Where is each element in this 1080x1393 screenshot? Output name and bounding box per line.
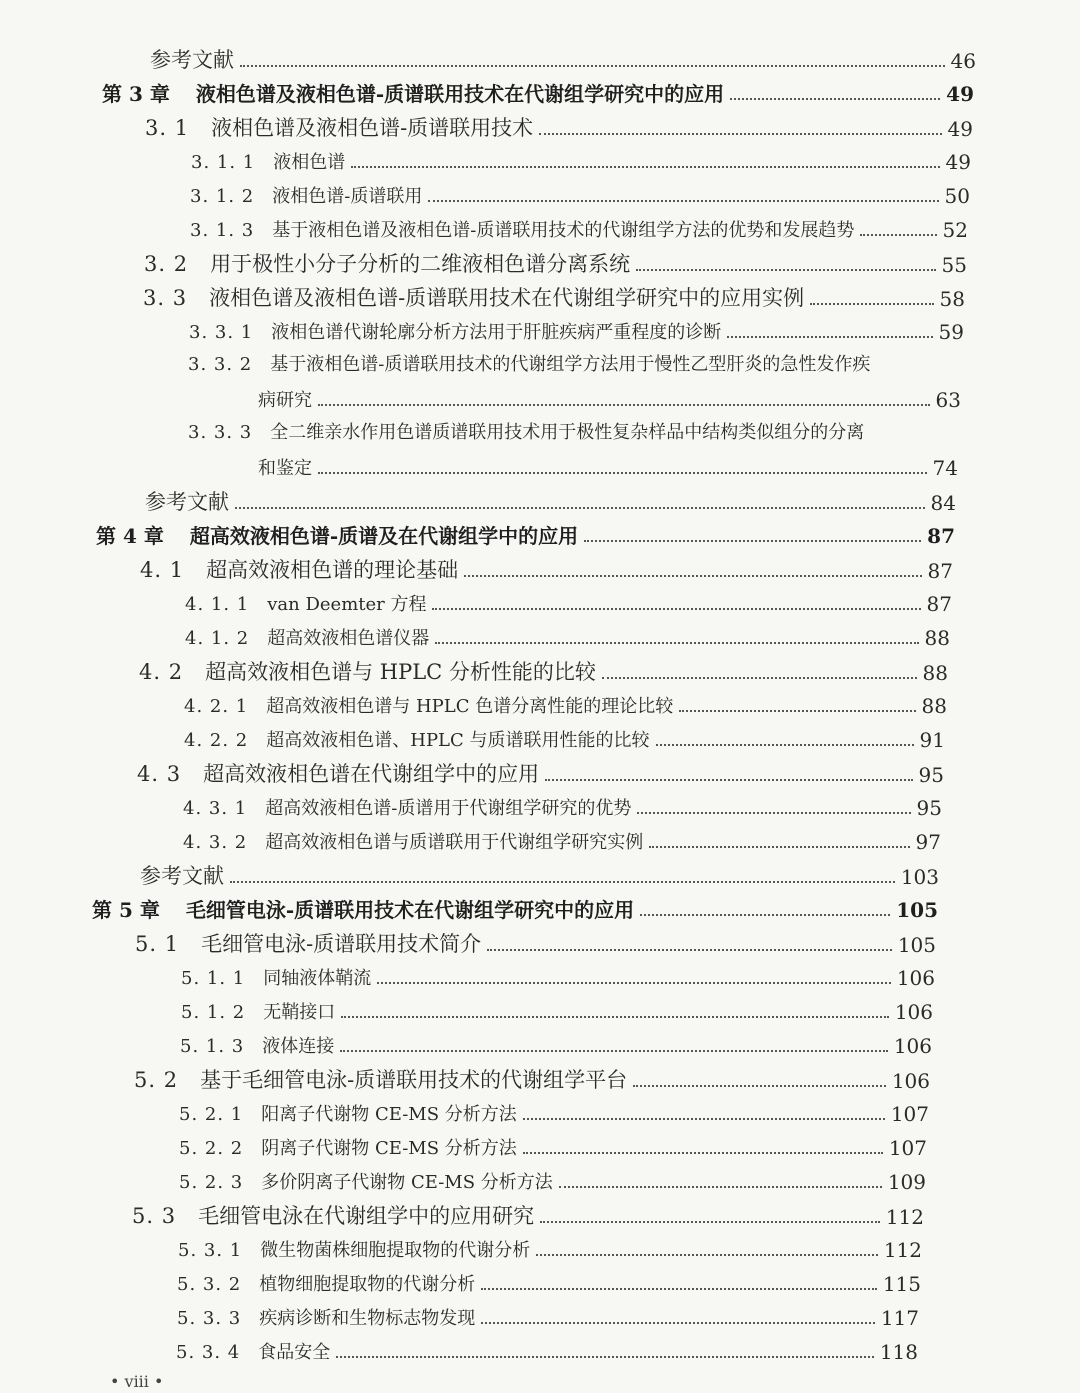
toc-entry-number: 3. 1. 1 xyxy=(191,152,256,173)
toc-entry xyxy=(177,1308,919,1328)
toc-entry-title: 液相色谱及液相色谱-质谱联用技术在代谢组学研究中的应用实例 xyxy=(209,286,805,310)
dot-leader xyxy=(559,1186,882,1188)
toc-entry-page: 63 xyxy=(935,388,961,412)
toc-entry-page: 49 xyxy=(947,117,973,141)
dot-leader xyxy=(727,336,932,338)
toc-entry-title: 基于液相色谱-质谱联用技术的代谢组学方法用于慢性乙型肝炎的急性发作疾 xyxy=(270,354,871,375)
dot-leader xyxy=(377,982,891,984)
toc-entry-continuation xyxy=(258,390,961,410)
dot-leader xyxy=(481,1288,877,1290)
toc-entry-number: 第 5 章 xyxy=(92,898,160,922)
toc-entry-page: 107 xyxy=(888,1136,927,1160)
toc-entry-number: 3. 3. 1 xyxy=(189,322,254,343)
toc-entry-continuation xyxy=(258,458,958,478)
toc-entry xyxy=(140,866,939,887)
dot-leader xyxy=(636,269,935,271)
toc-entry xyxy=(181,968,935,988)
toc-entry-number: 5. 3. 2 xyxy=(177,1274,242,1295)
toc-entry xyxy=(180,1036,932,1056)
page-number-footer: • viii • xyxy=(110,1372,164,1391)
toc-entry-title: 超高效液相色谱与 HPLC 分析性能的比较 xyxy=(205,660,596,684)
toc-entry-page: 105 xyxy=(896,898,938,922)
toc-entry-page: 107 xyxy=(890,1102,929,1126)
toc-entry xyxy=(145,492,956,513)
toc-entry-page: 50 xyxy=(944,184,970,208)
toc-entry-page: 52 xyxy=(942,218,968,242)
toc-entry-page: 58 xyxy=(939,287,965,311)
toc-entry-title: 超高效液相色谱-质谱及在代谢组学中的应用 xyxy=(189,524,579,548)
toc-entry xyxy=(190,220,968,240)
toc-entry-page: 112 xyxy=(883,1238,922,1262)
toc-entry xyxy=(179,1104,929,1124)
toc-entry-page: 118 xyxy=(879,1340,918,1364)
toc-entry-number: 4. 2. 2 xyxy=(184,730,249,751)
toc-entry-number: 5. 1. 2 xyxy=(181,1002,246,1023)
toc-entry-title: 同轴液体鞘流 xyxy=(263,968,372,989)
toc-entry-number: 3. 1. 3 xyxy=(190,220,255,241)
toc-entry-number: 4. 1. 2 xyxy=(185,628,250,649)
toc-entry-page: 74 xyxy=(932,456,958,480)
toc-entry-title: 多价阴离子代谢物 CE-MS 分析方法 xyxy=(261,1172,553,1193)
toc-entry-title: 超高效液相色谱仪器 xyxy=(267,628,430,649)
toc-entry-title: 液相色谱代谢轮廓分析方法用于肝脏疾病严重程度的诊断 xyxy=(271,322,722,343)
dot-leader xyxy=(633,1085,886,1087)
toc-entry-title: 参考文献 xyxy=(145,490,229,514)
toc-entry xyxy=(132,1206,924,1227)
toc-entry-number: 4. 3 xyxy=(137,762,182,786)
toc-entry-number: 5. 3. 3 xyxy=(177,1308,242,1329)
toc-entry-page: 117 xyxy=(880,1306,919,1330)
dot-leader xyxy=(351,166,939,168)
toc-entry-title: 微生物菌株细胞提取物的代谢分析 xyxy=(260,1240,531,1261)
toc-entry-number: 4. 2 xyxy=(139,660,184,684)
toc-entry-page: 55 xyxy=(941,253,967,277)
toc-entry-title: 液相色谱及液相色谱-质谱联用技术 xyxy=(211,116,534,140)
toc-entry xyxy=(178,1240,922,1260)
toc-entry-page: 109 xyxy=(887,1170,926,1194)
toc-entry-title: 超高效液相色谱、HPLC 与质谱联用性能的比较 xyxy=(266,730,650,751)
toc-entry-page: 87 xyxy=(926,592,952,616)
dot-leader xyxy=(545,779,912,781)
toc-entry-page: 103 xyxy=(900,865,939,889)
toc-entry-title: 超高效液相色谱-质谱用于代谢组学研究的优势 xyxy=(265,798,632,819)
toc-entry xyxy=(96,526,955,546)
toc-entry xyxy=(135,934,936,955)
toc-entry-number: 4. 3. 1 xyxy=(183,798,248,819)
dot-leader xyxy=(523,1152,883,1154)
dot-leader xyxy=(640,914,890,916)
toc-entry-title: 阳离子代谢物 CE-MS 分析方法 xyxy=(261,1104,517,1125)
toc-entry-page: 105 xyxy=(897,933,936,957)
toc-entry xyxy=(185,594,952,614)
dot-leader xyxy=(536,1254,878,1256)
dot-leader xyxy=(230,881,895,883)
toc-entry xyxy=(139,662,948,683)
toc-entry-number: 5. 1. 3 xyxy=(180,1036,245,1057)
toc-entry-title: 毛细管电泳-质谱联用技术在代谢组学研究中的应用 xyxy=(185,898,635,922)
toc-entry-page: 49 xyxy=(946,82,974,106)
toc-entry xyxy=(179,1172,926,1192)
toc-entry-title: 食品安全 xyxy=(258,1342,331,1363)
toc-entry-title: 超高效液相色谱的理论基础 xyxy=(206,558,459,582)
toc-entry-title: 用于极性小分子分析的二维液相色谱分离系统 xyxy=(210,252,631,276)
toc-entry xyxy=(183,798,942,818)
toc-entry-number: 3. 3. 2 xyxy=(188,354,253,375)
toc-entry-number: 3. 3. 3 xyxy=(188,422,253,443)
toc-entry-title: van Deemter 方程 xyxy=(267,594,427,615)
toc-entry xyxy=(177,1274,921,1294)
dot-leader xyxy=(679,710,915,712)
toc-entry-title: 毛细管电泳-质谱联用技术简介 xyxy=(201,932,482,956)
dot-leader xyxy=(860,234,936,236)
toc-entry-page: 87 xyxy=(927,524,955,548)
toc-entry-page: 95 xyxy=(918,763,944,787)
toc-entry-title: 液相色谱-质谱联用 xyxy=(272,186,423,207)
dot-leader xyxy=(539,133,941,135)
toc-entry-title: 疾病诊断和生物标志物发现 xyxy=(259,1308,476,1329)
toc-entry-page: 91 xyxy=(919,728,945,752)
dot-leader xyxy=(341,1016,889,1018)
dot-leader xyxy=(481,1322,875,1324)
dot-leader xyxy=(487,949,892,951)
toc-entry-number: 3. 3 xyxy=(143,286,188,310)
toc-entry-page: 106 xyxy=(893,1034,932,1058)
toc-entry-page: 112 xyxy=(885,1205,924,1229)
toc-entry xyxy=(189,322,964,342)
dot-leader xyxy=(584,540,921,542)
toc-entry-title: 参考文献 xyxy=(150,48,234,72)
dot-leader xyxy=(464,575,921,577)
toc-entry-number: 5. 2. 2 xyxy=(179,1138,244,1159)
toc-entry-number: 3. 1. 2 xyxy=(190,186,255,207)
dot-leader xyxy=(637,812,910,814)
toc-entry-number: 4. 2. 1 xyxy=(184,696,249,717)
dot-leader xyxy=(540,1221,880,1223)
toc-entry-page: 97 xyxy=(915,830,941,854)
toc-entry-title: 超高效液相色谱与质谱联用于代谢组学研究实例 xyxy=(265,832,644,853)
toc-entry-number: 3. 2 xyxy=(144,252,189,276)
toc-entry-number: 5. 2 xyxy=(134,1068,179,1092)
dot-leader xyxy=(318,472,927,474)
dot-leader xyxy=(318,404,930,406)
dot-leader xyxy=(336,1356,874,1358)
dot-leader xyxy=(730,98,940,100)
toc-entry-title: 液相色谱 xyxy=(273,152,346,173)
toc-entry-title: 超高效液相色谱与 HPLC 色谱分离性能的理论比较 xyxy=(266,696,674,717)
toc-entry xyxy=(134,1070,930,1091)
toc-entry-page: 88 xyxy=(921,694,947,718)
toc-entry-title: 毛细管电泳在代谢组学中的应用研究 xyxy=(198,1204,535,1228)
toc-entry-number: 5. 2. 3 xyxy=(179,1172,244,1193)
toc-entry xyxy=(150,50,976,71)
toc-entry-page: 106 xyxy=(896,966,935,990)
toc-entry-title-continued: 病研究 xyxy=(258,390,312,411)
toc-entry-number: 5. 1 xyxy=(135,932,180,956)
dot-leader xyxy=(340,1050,888,1052)
toc-entry-title-continued: 和鉴定 xyxy=(258,458,312,479)
dot-leader xyxy=(432,608,920,610)
toc-entry-page: 106 xyxy=(894,1000,933,1024)
toc-entry-page: 87 xyxy=(927,559,953,583)
toc-entry-page: 84 xyxy=(930,491,956,515)
toc-entry xyxy=(92,900,938,920)
toc-entry xyxy=(188,424,959,442)
toc-entry-number: 4. 1 xyxy=(140,558,185,582)
toc-entry-title: 植物细胞提取物的代谢分析 xyxy=(259,1274,476,1295)
toc-entry xyxy=(102,84,974,104)
dot-leader xyxy=(240,65,945,67)
dot-leader xyxy=(428,200,938,202)
toc-entry-page: 88 xyxy=(924,626,950,650)
toc-entry-number: 第 3 章 xyxy=(102,82,170,106)
toc-entry xyxy=(143,288,965,309)
toc-entry-title: 无鞘接口 xyxy=(263,1002,336,1023)
toc-entry-page: 115 xyxy=(882,1272,921,1296)
toc-entry xyxy=(191,152,971,172)
toc-entry xyxy=(183,832,941,852)
dot-leader xyxy=(235,507,925,509)
toc-entry-number: 4. 1. 1 xyxy=(185,594,250,615)
toc-entry xyxy=(184,696,947,716)
dot-leader xyxy=(656,744,914,746)
toc-entry-number: 3. 1 xyxy=(145,116,190,140)
toc-entry-title: 阴离子代谢物 CE-MS 分析方法 xyxy=(261,1138,517,1159)
toc-entry-title: 参考文献 xyxy=(140,864,224,888)
toc-entry-title: 基于毛细管电泳-质谱联用技术的代谢组学平台 xyxy=(200,1068,628,1092)
toc-entry xyxy=(144,254,967,275)
toc-entry-number: 5. 3. 1 xyxy=(178,1240,243,1261)
toc-entry xyxy=(176,1342,918,1362)
toc-entry xyxy=(137,764,944,785)
dot-leader xyxy=(602,677,917,679)
toc-entry-number: 5. 3 xyxy=(132,1204,177,1228)
toc-entry-page: 95 xyxy=(916,796,942,820)
toc-entry xyxy=(140,560,953,581)
toc-entry-page: 106 xyxy=(891,1069,930,1093)
toc-entry xyxy=(190,186,970,206)
toc-entry-number: 5. 2. 1 xyxy=(179,1104,244,1125)
toc-entry xyxy=(179,1138,927,1158)
dot-leader xyxy=(810,303,933,305)
toc-entry-number: 5. 3. 4 xyxy=(176,1342,241,1363)
toc-entry-title: 全二维亲水作用色谱质谱联用技术用于极性复杂样品中结构类似组分的分离 xyxy=(270,422,865,443)
dot-leader xyxy=(523,1118,885,1120)
toc-entry-page: 88 xyxy=(922,661,948,685)
toc-entry-page: 59 xyxy=(938,320,964,344)
toc-entry-title: 液体连接 xyxy=(262,1036,335,1057)
toc-entry-page: 46 xyxy=(950,49,976,73)
toc-entry-number: 4. 3. 2 xyxy=(183,832,248,853)
toc-entry-title: 液相色谱及液相色谱-质谱联用技术在代谢组学研究中的应用 xyxy=(195,82,725,106)
toc-entry xyxy=(185,628,950,648)
dot-leader xyxy=(435,642,918,644)
toc-entry-page: 49 xyxy=(945,150,971,174)
toc-entry xyxy=(184,730,945,750)
dot-leader xyxy=(649,846,909,848)
toc-entry xyxy=(181,1002,933,1022)
toc-entry xyxy=(188,356,962,374)
toc-entry-title: 基于液相色谱及液相色谱-质谱联用技术的代谢组学方法的优势和发展趋势 xyxy=(272,220,855,241)
toc-entry xyxy=(145,118,973,139)
toc-entry-number: 第 4 章 xyxy=(96,524,164,548)
toc-entry-title: 超高效液相色谱在代谢组学中的应用 xyxy=(203,762,540,786)
toc-entry-number: 5. 1. 1 xyxy=(181,968,246,989)
